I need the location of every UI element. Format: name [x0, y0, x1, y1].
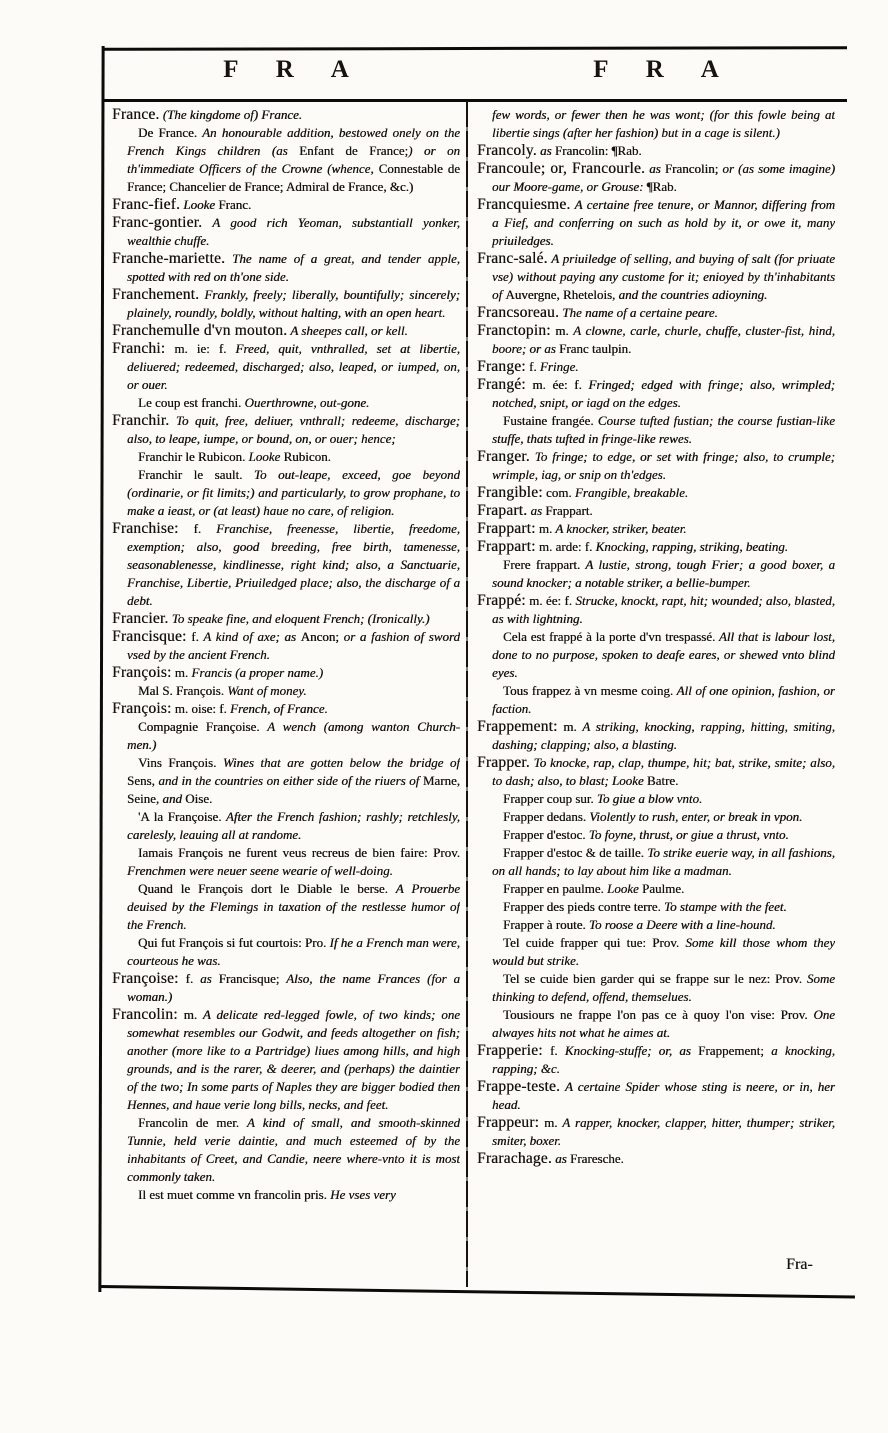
headword: Frapper. [477, 754, 530, 771]
dictionary-entry [477, 1114, 835, 1150]
dictionary-entry [112, 808, 460, 844]
gloss-text: Franchise, freenesse, libertie, freedome, exemption; also, good breeding, free birth, tamenesse, seasonablenesse, kindlinesse, right kind; also, a Sanctuarie, Franchise, Libertie, Priuiledged place; also, the discharge of a debt. [127, 521, 460, 608]
header-rule [103, 99, 847, 102]
gloss-text: as [536, 143, 555, 158]
roman-text: Frappart. [545, 503, 593, 518]
headword: Franche-mariette. [112, 250, 226, 267]
roman-text: Francolin de mer. [138, 1115, 240, 1130]
gloss-text: Knocking-stuffe; or, as [557, 1043, 699, 1058]
roman-text: m. ie: f. [165, 341, 227, 356]
dictionary-entry [112, 664, 460, 682]
left-column [112, 106, 460, 1294]
gloss-text: To knocke, rap, clap, thumpe, hit; bat, strike, smite; also, to dash; also, to blast; Looke [492, 755, 835, 788]
headword: Franchir. [112, 412, 170, 429]
roman-text: Connestable de France; Chancelier de France; Admiral de France, &c.) [127, 161, 460, 194]
headword: Franctopin: [477, 322, 551, 339]
dictionary-entry [477, 628, 835, 682]
roman-text: Marne, Seine, [127, 773, 460, 806]
dictionary-entry [477, 970, 835, 1006]
gloss-text: A certaine Spider whose sting is neere, or in, her head. [492, 1079, 835, 1112]
gloss-text: as [551, 1151, 570, 1166]
gloss-text: Some thinking to defend, offend, themselues. [492, 971, 835, 1004]
roman-text: Rubicon. [283, 449, 331, 464]
gloss-text: One alwayes hits not what he aimes at. [492, 1007, 835, 1040]
headword: Frappart: [477, 538, 536, 555]
headword: Franc-salé. [477, 250, 548, 267]
dictionary-entry [477, 880, 835, 898]
gloss-text: Looke [180, 197, 219, 212]
headword: Frangible: [477, 484, 543, 501]
roman-text: Frapper coup sur. [503, 791, 594, 806]
gloss-text: and in the countries on either side of the riuers of [154, 773, 423, 788]
dictionary-entry [477, 1150, 835, 1168]
left-page-border [98, 46, 104, 1292]
gloss-text: Frangible, breakable. [571, 485, 689, 500]
dictionary-entry [477, 160, 835, 196]
headword: Frappe-teste. [477, 1078, 561, 1095]
dictionary-entry [112, 196, 460, 214]
roman-text: Tel se cuide bien garder qui se frappe sur le nez: Prov. [503, 971, 802, 986]
gloss-text: A clowne, carle, churle, chuffe, cluster-fist, hind, boore; or as [492, 323, 835, 356]
dictionary-entry [477, 1006, 835, 1042]
roman-text: m. [171, 665, 189, 680]
roman-text: Frapper dedans. [503, 809, 587, 824]
gloss-text: Course tufted fustian; the course fustian-like stuffe, thats tufted in fringe-like rewes. [492, 413, 835, 446]
dictionary-entry [112, 934, 460, 970]
dictionary-entry [112, 520, 460, 610]
dictionary-entry [112, 106, 460, 124]
dictionary-entry [477, 556, 835, 592]
headword: Frappart: [477, 520, 536, 537]
gloss-text: A kind of axe; as [198, 629, 301, 644]
gloss-text: A rapper, knocker, clapper, hitter, thumper; striker, smiter, boxer. [492, 1115, 835, 1148]
gloss-text: as [527, 503, 546, 518]
gloss-text: and [159, 791, 186, 806]
dictionary-entry [477, 196, 835, 250]
roman-text: Oise. [185, 791, 213, 806]
dictionary-entry [112, 394, 460, 412]
dictionary-entry [112, 286, 460, 322]
roman-text: f. [178, 521, 202, 536]
gloss-text: (The kingdome of) France. [159, 107, 303, 122]
headword: Franchi: [112, 340, 166, 357]
dictionary-entry [477, 358, 835, 376]
roman-text: Frappement; [698, 1043, 764, 1058]
gloss-text: Frankly, freely; liberally, bountifully; sincerely; plainely, roundly, boldly, without halting, with an open heart. [127, 287, 460, 320]
gloss-text: a knocking, rapping; &c. [492, 1043, 835, 1076]
gloss-text: To foyne, thrust, or giue a thrust, vnto. [585, 827, 789, 842]
gloss-text: To quit, free, deliuer, vnthrall; redeeme, discharge; also, to leape, iumpe, or bound, on, or ouer; hence; [127, 413, 460, 446]
headword: France. [112, 106, 160, 123]
gloss-text: All of one opinion, fashion, or faction. [492, 683, 835, 716]
roman-text: 'A la Françoise. [138, 809, 222, 824]
gloss-text: A knocker, striker, beater. [552, 521, 687, 536]
roman-text: Il est muet comme vn francolin pris. [138, 1187, 327, 1202]
dictionary-entry [477, 916, 835, 934]
roman-text: f. [186, 629, 199, 644]
gloss-text: Fringed; edged with fringe; also, wrimpled; notched, snipt, or iagd on the edges. [492, 377, 835, 410]
gloss-text: French, of France. [226, 701, 328, 716]
right-column [477, 106, 835, 1294]
column-divider [466, 101, 468, 1287]
headword: François: [112, 700, 172, 717]
top-rule [103, 46, 847, 51]
dictionary-entry [112, 700, 460, 718]
dictionary-entry [477, 718, 835, 754]
roman-text: m. [550, 323, 569, 338]
headword: Francier. [112, 610, 169, 627]
gloss-text: A kind of small, and smooth-skinned Tunnie, held verie daintie, and much esteemed of by the inhabitants of Creet, and Candie, neere where-vnto it is most commonly taken. [127, 1115, 460, 1184]
dictionary-entry [477, 250, 835, 304]
dictionary-entry [112, 682, 460, 700]
roman-text: Batre. [646, 773, 679, 788]
gloss-text: ) or on th'immediate Officers of the Crowne (whence, [127, 143, 460, 176]
dictionary-entry [112, 718, 460, 754]
dictionary-entry [477, 754, 835, 790]
roman-text: Francolin: ¶Rab. [554, 143, 642, 158]
gloss-text: Want of money. [223, 683, 307, 698]
dictionary-entry [477, 376, 835, 412]
dictionary-entry [477, 502, 835, 520]
gloss-text: To roose a Deere with a line-hound. [585, 917, 776, 932]
dictionary-entry [112, 754, 460, 808]
gloss-text: If he a French man were, courteous he was. [127, 935, 460, 968]
gloss-text: Some kill those whom they would but strike. [492, 935, 835, 968]
dictionary-entry [477, 412, 835, 448]
headword: Frange: [477, 358, 526, 375]
gloss-text: After the French fashion; rashly; retchlesly, carelesly, leauing all at randome. [127, 809, 460, 842]
roman-text: Franchir le sault. [138, 467, 243, 482]
dictionary-entry [112, 412, 460, 448]
roman-text: Frapper en paulme. [503, 881, 604, 896]
roman-text: Frapper des pieds contre terre. [503, 899, 661, 914]
roman-text: Quand le François dort le Diable le berse. [138, 881, 388, 896]
roman-text: f. [178, 971, 194, 986]
roman-text: Tous frappez à vn mesme coing. [503, 683, 674, 698]
dictionary-entry [477, 322, 835, 358]
roman-text: Francisque; [218, 971, 280, 986]
gloss-text: A striking, knocking, rapping, hitting, smiting, dashing; clapping; also, a blasting. [492, 719, 835, 752]
dictionary-entry [112, 628, 460, 664]
dictionary-entry [112, 970, 460, 1006]
roman-text: Sens, [127, 773, 155, 788]
headword: Francolin: [112, 1006, 178, 1023]
gloss-text: He vses very [326, 1187, 396, 1202]
gloss-text: To stampe with the feet. [660, 899, 787, 914]
roman-text: m. [539, 1115, 558, 1130]
roman-text: Enfant de France; [299, 143, 409, 158]
gloss-text: few words, or fewer then he was wont; (for this fowle being at libertie sings (after her fashion) but in a cage is silent.) [492, 107, 835, 140]
dictionary-entry [112, 1006, 460, 1114]
dictionary-entry [477, 934, 835, 970]
gloss-text: A wench (among wanton Church-men.) [127, 719, 460, 752]
dictionary-entry [112, 466, 460, 520]
dictionary-entry [477, 592, 835, 628]
gloss-text: Freed, quit, vnthralled, set at libertie, deliuered; redeemed, discharged; also, leaped, or iumped, on, or ouer. [127, 341, 460, 392]
roman-text: Fraresche. [569, 1151, 624, 1166]
gloss-text: Also, the name Frances (for a woman.) [127, 971, 460, 1004]
gloss-text: An honourable addition, bestowed onely on the French Kings children (as [127, 125, 460, 158]
dictionary-entry [477, 106, 835, 142]
roman-text: Auvergne, Rhetelois, [505, 287, 616, 302]
roman-text: Tel cuide frapper qui tue: Prov. [503, 935, 680, 950]
roman-text: Vins François. [138, 755, 217, 770]
dictionary-entry [477, 826, 835, 844]
roman-text: Frapper d'estoc & de taille. [503, 845, 644, 860]
roman-text: Franchir le Rubicon. [138, 449, 246, 464]
gloss-text: The name of a great, and tender apple, spotted with red on th'one side. [127, 251, 460, 284]
dictionary-entry [112, 880, 460, 934]
roman-text: De France. [138, 125, 198, 140]
roman-text: Mal S. François. [138, 683, 224, 698]
dictionary-entry [112, 844, 460, 880]
roman-text: com. [542, 485, 572, 500]
headword: Frangé: [477, 376, 526, 393]
gloss-text: Ouerthrowne, out-gone. [241, 395, 370, 410]
headword: Franchise: [112, 520, 179, 537]
gloss-text: Strucke, knockt, rapt, hit; wounded; also, blasted, as with lightning. [492, 593, 835, 626]
gloss-text: A delicate red-legged fowle, of two kinds; one somewhat resembles our Godwit, and feeds altogether on fish; another (more like to a Partridge) liues among hills, and high grounds, and is the rarer, & deerer, and (perhaps) the daintier of the two; In some parts of Naples they are bigger bodied then Hennes, and haue verie long bills, necks, and feet. [127, 1007, 460, 1112]
headword: Frarachage. [477, 1150, 552, 1167]
roman-text: m. ée: f. [525, 593, 572, 608]
gloss-text: or (as some imagine) our Moore-game, or Grouse: [492, 161, 835, 194]
headword: Frapart. [477, 502, 528, 519]
dictionary-entry [477, 898, 835, 916]
headword: Franger. [477, 448, 530, 465]
gloss-text: Violently to rush, enter, or break in vpon. [586, 809, 803, 824]
gloss-text: or a fashion of sword vsed by the ancient French. [127, 629, 460, 662]
dictionary-entry [112, 214, 460, 250]
roman-text: m. [535, 521, 553, 536]
dictionary-entry [477, 538, 835, 556]
headword: Francoule; or, Francourle. [477, 160, 646, 177]
gloss-text: The name of a certaine peare. [559, 305, 718, 320]
roman-text: Qui fut François si fut courtois: Pro. [138, 935, 327, 950]
gloss-text: A lustie, strong, tough Frier; a good boxer, a sound knocker; a notable striker, a bellie-bumper. [492, 557, 835, 590]
roman-text: m. [557, 719, 577, 734]
gloss-text: Fringe. [536, 359, 579, 374]
roman-text: Franc taulpin. [559, 341, 632, 356]
gloss-text: To out-leape, exceed, goe beyond (ordinarie, or fit limits;) and particularly, to grow prophane, to make a ieast, or (at least) haue no care, of religion. [127, 467, 460, 518]
dictionary-entry [112, 1186, 460, 1204]
gloss-text: Frenchmen were neuer seene wearie of well-doing. [127, 863, 393, 878]
roman-text: m. oise: f. [171, 701, 227, 716]
gloss-text: A good rich Yeoman, substantiall yonker, wealthie chuffe. [127, 215, 460, 248]
dictionary-entry [477, 484, 835, 502]
headword: Francoly. [477, 142, 537, 159]
dictionary-entry [477, 304, 835, 322]
headword: Frapperie: [477, 1042, 543, 1059]
roman-text: m. ée: f. [525, 377, 582, 392]
dictionary-entry [477, 142, 835, 160]
roman-text: m. [177, 1007, 198, 1022]
dictionary-entry [477, 844, 835, 880]
dictionary-entry [112, 250, 460, 286]
headword: Frappeur: [477, 1114, 540, 1131]
catchword: Fra- [786, 1256, 813, 1273]
gloss-text: Looke [603, 881, 642, 896]
gloss-text: To fringe; to edge, or set with fringe; also, to crumple; wrimple, iag, or snip on th'edges. [492, 449, 835, 482]
headword: Franchemulle d'vn mouton. [112, 322, 288, 339]
dictionary-entry [477, 520, 835, 538]
roman-text: f. [525, 359, 537, 374]
roman-text: Frere frappart. [503, 557, 581, 572]
running-header-left: F R A [223, 56, 365, 83]
roman-text: Ancon; [300, 629, 339, 644]
gloss-text: All that is labour lost, done to no purpose, spoken to deafe eares, or shewed vnto blind eyes. [492, 629, 835, 680]
dictionary-entry [112, 610, 460, 628]
gloss-text: as [193, 971, 219, 986]
dictionary-entry [112, 1114, 460, 1186]
dictionary-entry [477, 448, 835, 484]
gloss-text: A Prouerbe deuised by the Flemings in taxation of the restlesse humor of the French. [127, 881, 460, 932]
gloss-text: Wines that are gotten below the bridge of [216, 755, 460, 770]
roman-text: ¶Rab. [646, 179, 677, 194]
roman-text: Cela est frappé à la porte d'vn trespassé. [503, 629, 716, 644]
roman-text: Franc. [218, 197, 252, 212]
dictionary-entry [477, 682, 835, 718]
gloss-text: To giue a blow vnto. [593, 791, 703, 806]
headword: Franc-gontier. [112, 214, 203, 231]
roman-text: m. arde: f. [535, 539, 593, 554]
dictionary-entry [477, 790, 835, 808]
gloss-text: A certaine free tenure, or Mannor, differing from a Fief, and conferring on such as hold by it, or owe it, many priuiledges. [492, 197, 835, 248]
roman-text: Frapper à route. [503, 917, 586, 932]
gloss-text: as [645, 161, 665, 176]
gloss-text: A priuiledge of selling, and buying of salt (for priuate vse) without paying any custome for it; enioyed by th'inhabitants of [492, 251, 835, 302]
gloss-text: To strike euerie way, in all fashions, on all hands; to lay about him like a madman. [492, 845, 835, 878]
dictionary-entry [477, 1078, 835, 1114]
roman-text: f. [542, 1043, 558, 1058]
roman-text: Le coup est franchi. [138, 395, 242, 410]
dictionary-entry [112, 340, 460, 394]
roman-text: Compagnie Françoise. [138, 719, 260, 734]
running-header-right: F R A [593, 56, 735, 83]
roman-text: Fustaine frangée. [503, 413, 594, 428]
roman-text: Iamais François ne furent veus recreus de bien faire: Prov. [138, 845, 460, 860]
roman-text: Tousiours ne frappe l'on pas ce à quoy l'on vise: Prov. [503, 1007, 808, 1022]
gloss-text: Knocking, rapping, striking, beating. [592, 539, 789, 554]
headword: Frappement: [477, 718, 558, 735]
roman-text: Frapper d'estoc. [503, 827, 586, 842]
headword: Francquiesme. [477, 196, 571, 213]
dictionary-entry [477, 1042, 835, 1078]
dictionary-entry [477, 808, 835, 826]
gloss-text: A sheepes call, or kell. [287, 323, 408, 338]
roman-text: Francolin; [664, 161, 719, 176]
gloss-text: Francis (a proper name.) [188, 665, 324, 680]
gloss-text: To speake fine, and eloquent French; (Ironically.) [168, 611, 430, 626]
headword: François: [112, 664, 172, 681]
dictionary-entry [112, 124, 460, 196]
roman-text: Paulme. [642, 881, 685, 896]
dictionary-entry [112, 448, 460, 466]
headword: Frappé: [477, 592, 526, 609]
gloss-text: Looke [245, 449, 284, 464]
headword: Franchement. [112, 286, 200, 303]
headword: Franc-fief. [112, 196, 181, 213]
headword: Francisque: [112, 628, 187, 645]
gloss-text: and the countries adioyning. [615, 287, 768, 302]
headword: Françoise: [112, 970, 179, 987]
dictionary-entry [112, 322, 460, 340]
headword: Francsoreau. [477, 304, 560, 321]
